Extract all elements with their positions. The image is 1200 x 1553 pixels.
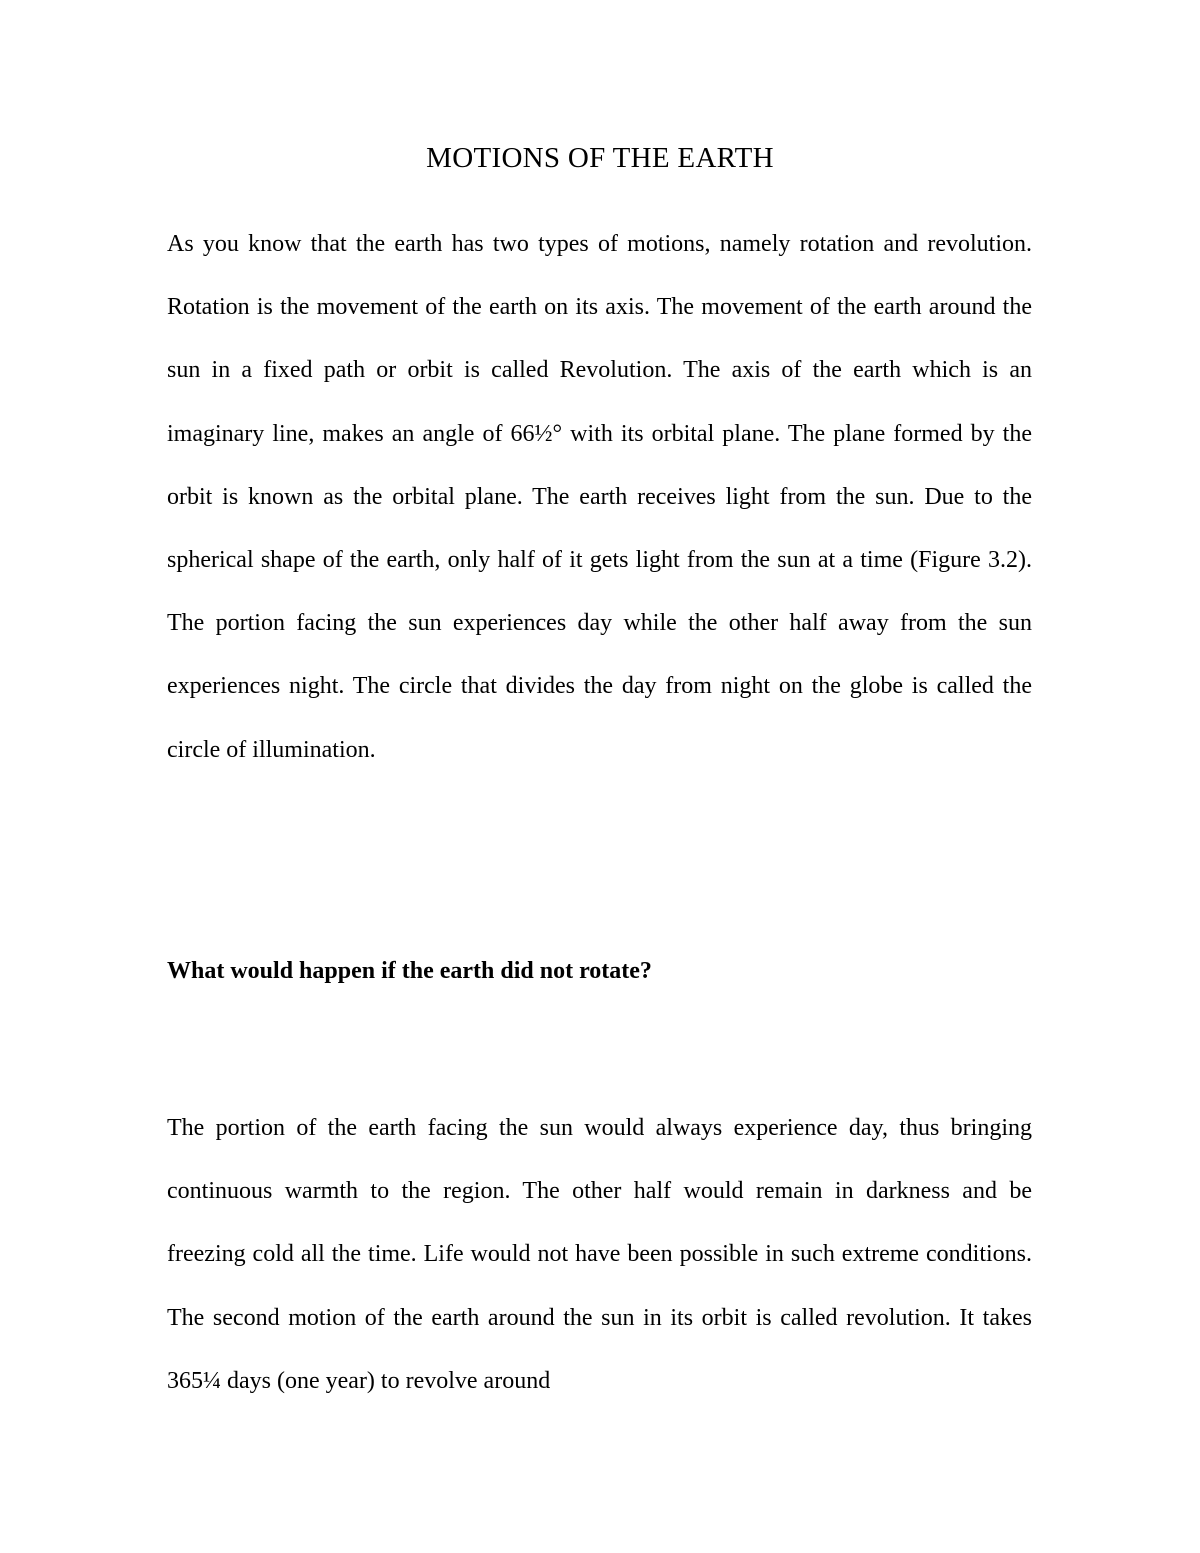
paragraph-no-rotation: The portion of the earth facing the sun would always experience day, thus bringing continuous warmth to the region. The other half would remain in darkness and be freezing cold all the time. Life would not have been possible in such extreme conditions. The second motion of the earth around the sun in its orbit is called revolution. It takes 365¼ days (one year) to revolve around: [167, 1115, 1032, 1394]
page-title: MOTIONS OF THE EARTH: [426, 142, 774, 174]
paragraph-motions-intro: As you know that the earth has two types of motions, namely rotation and revolution. Rotation is the movement of the earth on its axis. The movement of the earth around the sun in a fixed path or orbit is called Revolution. The axis of the earth which is an imaginary line, makes an angle of 66½° with its orbital plane. The plane formed by the orbit is known as the orbital plane. The earth receives light from the sun. Due to the spherical shape of the earth, only half of it gets light from the sun at a time (Figure 3.2). The portion facing the sun experiences day while the other half away from the sun experiences night. The circle that divides the day from night on the globe is called the circle of illumination.: [167, 231, 1032, 763]
section-heading-no-rotation: What would happen if the earth did not rotate?: [167, 958, 652, 984]
